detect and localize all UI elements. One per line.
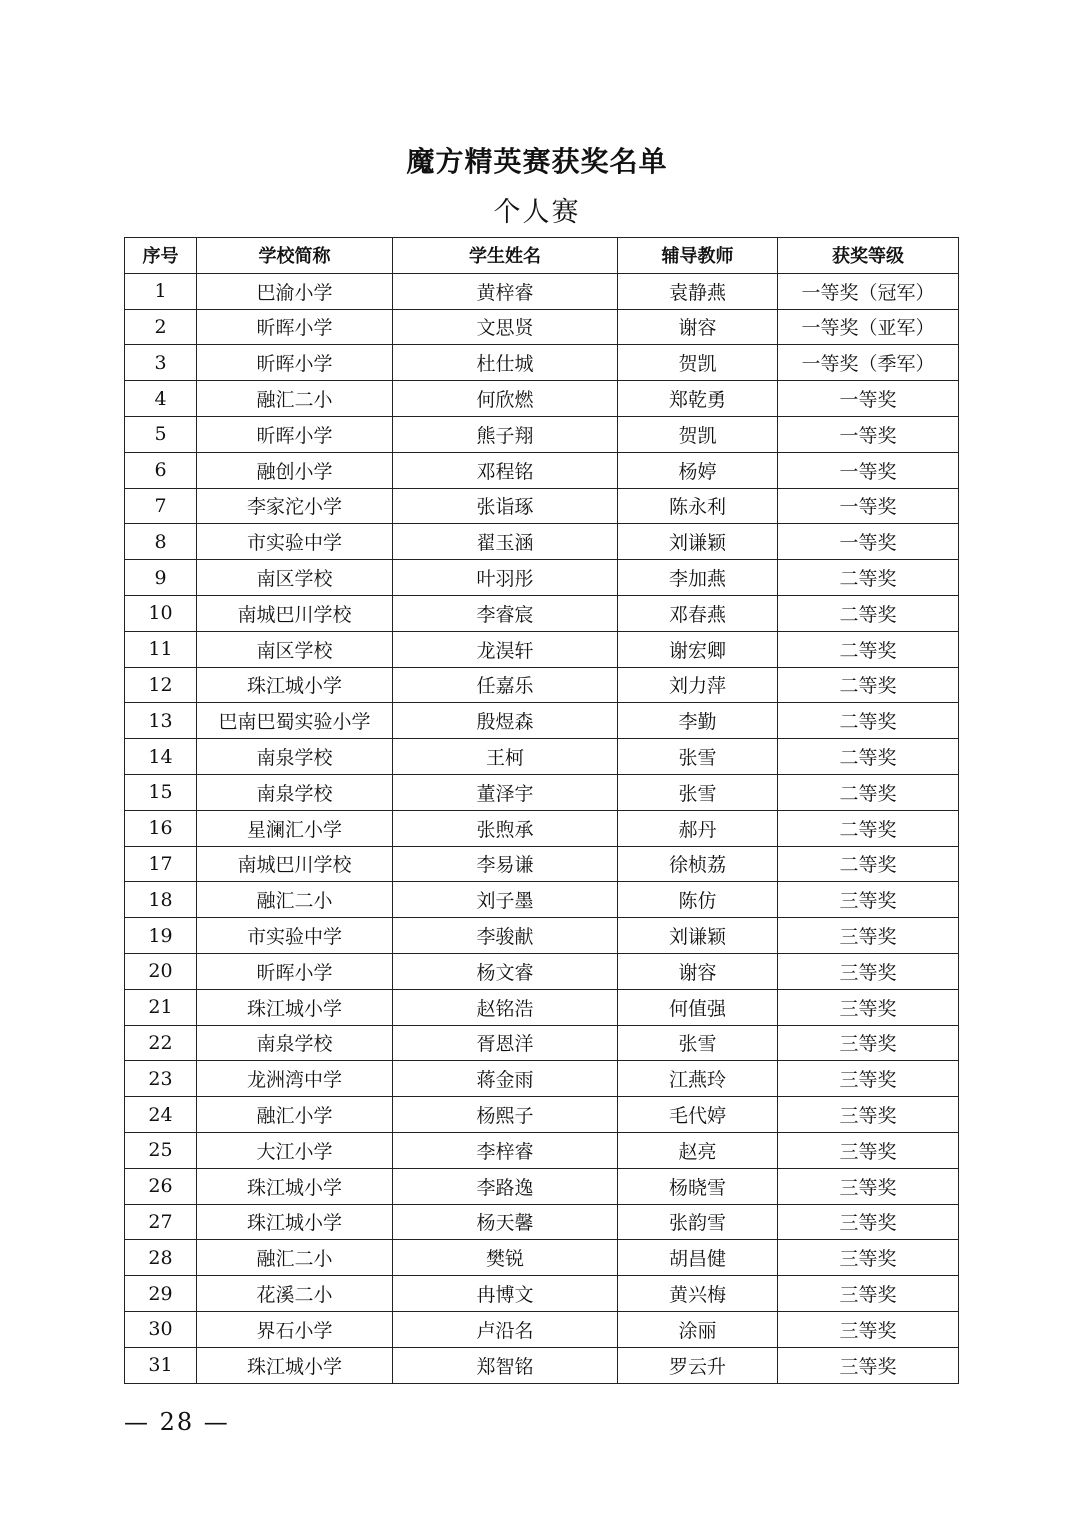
- cell-teacher: 张雪: [618, 1025, 778, 1061]
- header-school: 学校简称: [197, 238, 393, 274]
- table-row: [125, 524, 959, 560]
- table-row: [125, 345, 959, 381]
- cell-student: 张煦承: [393, 810, 618, 846]
- cell-award: 三等奖: [778, 1061, 959, 1097]
- cell-student: 赵铭浩: [393, 989, 618, 1025]
- cell-index: 13: [125, 703, 197, 739]
- cell-student: 李骏献: [393, 918, 618, 954]
- cell-student: 翟玉涵: [393, 524, 618, 560]
- awards-table: [124, 237, 959, 1384]
- cell-student: 何欣燃: [393, 381, 618, 417]
- cell-school: 南泉学校: [197, 739, 393, 775]
- cell-school: 巴南巴蜀实验小学: [197, 703, 393, 739]
- cell-teacher: 邓春燕: [618, 595, 778, 631]
- table-row: [125, 631, 959, 667]
- cell-award: 二等奖: [778, 774, 959, 810]
- cell-teacher: 张雪: [618, 739, 778, 775]
- cell-index: 22: [125, 1025, 197, 1061]
- table-row: [125, 560, 959, 596]
- table-row: [125, 667, 959, 703]
- cell-teacher: 谢容: [618, 309, 778, 345]
- document-title: 魔方精英赛获奖名单: [406, 145, 668, 178]
- cell-school: 界石小学: [197, 1311, 393, 1347]
- cell-teacher: 涂丽: [618, 1311, 778, 1347]
- header-index: 序号: [125, 238, 197, 274]
- table-row: [125, 989, 959, 1025]
- cell-index: 8: [125, 524, 197, 560]
- cell-award: 三等奖: [778, 1168, 959, 1204]
- cell-student: 殷煜森: [393, 703, 618, 739]
- cell-award: 三等奖: [778, 1240, 959, 1276]
- table-row: [125, 1025, 959, 1061]
- cell-school: 昕晖小学: [197, 309, 393, 345]
- cell-index: 26: [125, 1168, 197, 1204]
- cell-award: 三等奖: [778, 1025, 959, 1061]
- cell-student: 邓程铭: [393, 452, 618, 488]
- cell-teacher: 李勤: [618, 703, 778, 739]
- cell-award: 三等奖: [778, 1311, 959, 1347]
- table-row: [125, 1204, 959, 1240]
- cell-award: 一等奖: [778, 416, 959, 452]
- cell-student: 李睿宸: [393, 595, 618, 631]
- cell-index: 20: [125, 953, 197, 989]
- table-row: [125, 1168, 959, 1204]
- table-row: [125, 846, 959, 882]
- cell-school: 昕晖小学: [197, 345, 393, 381]
- cell-student: 杨天馨: [393, 1204, 618, 1240]
- cell-award: 二等奖: [778, 631, 959, 667]
- cell-award: 一等奖: [778, 524, 959, 560]
- cell-index: 6: [125, 452, 197, 488]
- cell-index: 2: [125, 309, 197, 345]
- cell-index: 1: [125, 273, 197, 309]
- cell-school: 融汇二小: [197, 1240, 393, 1276]
- cell-award: 三等奖: [778, 1097, 959, 1133]
- cell-student: 樊锐: [393, 1240, 618, 1276]
- cell-school: 融汇小学: [197, 1097, 393, 1133]
- page-number: — 28 —: [124, 1408, 230, 1436]
- cell-index: 24: [125, 1097, 197, 1133]
- table-row: [125, 273, 959, 309]
- cell-student: 任嘉乐: [393, 667, 618, 703]
- cell-award: 二等奖: [778, 667, 959, 703]
- cell-teacher: 江燕玲: [618, 1061, 778, 1097]
- cell-teacher: 胡昌健: [618, 1240, 778, 1276]
- cell-student: 杜仕城: [393, 345, 618, 381]
- header-award: 获奖等级: [778, 238, 959, 274]
- cell-student: 李梓睿: [393, 1132, 618, 1168]
- cell-award: 二等奖: [778, 595, 959, 631]
- cell-school: 珠江城小学: [197, 1204, 393, 1240]
- cell-school: 南城巴川学校: [197, 595, 393, 631]
- cell-school: 珠江城小学: [197, 1347, 393, 1383]
- cell-teacher: 贺凯: [618, 345, 778, 381]
- cell-index: 7: [125, 488, 197, 524]
- cell-student: 黄梓睿: [393, 273, 618, 309]
- cell-teacher: 贺凯: [618, 416, 778, 452]
- table-body: [125, 273, 959, 1383]
- cell-index: 29: [125, 1276, 197, 1312]
- cell-student: 龙淏轩: [393, 631, 618, 667]
- cell-index: 14: [125, 739, 197, 775]
- cell-teacher: 杨婷: [618, 452, 778, 488]
- cell-school: 市实验中学: [197, 524, 393, 560]
- document-subtitle: 个人赛: [493, 197, 581, 228]
- cell-school: 南区学校: [197, 560, 393, 596]
- table-row: [125, 739, 959, 775]
- cell-student: 胥恩洋: [393, 1025, 618, 1061]
- cell-teacher: 杨晓雪: [618, 1168, 778, 1204]
- cell-teacher: 郑乾勇: [618, 381, 778, 417]
- table-row: [125, 309, 959, 345]
- table-row: [125, 1276, 959, 1312]
- cell-school: 大江小学: [197, 1132, 393, 1168]
- table-row: [125, 381, 959, 417]
- cell-teacher: 郝丹: [618, 810, 778, 846]
- cell-index: 3: [125, 345, 197, 381]
- cell-award: 三等奖: [778, 1276, 959, 1312]
- table-row: [125, 918, 959, 954]
- cell-index: 23: [125, 1061, 197, 1097]
- cell-teacher: 陈仿: [618, 882, 778, 918]
- cell-award: 一等奖（季军）: [778, 345, 959, 381]
- cell-school: 昕晖小学: [197, 416, 393, 452]
- cell-teacher: 陈永利: [618, 488, 778, 524]
- cell-teacher: 谢容: [618, 953, 778, 989]
- cell-award: 二等奖: [778, 810, 959, 846]
- cell-school: 南城巴川学校: [197, 846, 393, 882]
- cell-teacher: 毛代婷: [618, 1097, 778, 1133]
- cell-student: 卢沿名: [393, 1311, 618, 1347]
- cell-school: 星澜汇小学: [197, 810, 393, 846]
- cell-school: 巴渝小学: [197, 273, 393, 309]
- cell-student: 李路逸: [393, 1168, 618, 1204]
- header-row: [125, 238, 959, 274]
- cell-index: 10: [125, 595, 197, 631]
- cell-award: 二等奖: [778, 703, 959, 739]
- cell-student: 张诣琢: [393, 488, 618, 524]
- cell-school: 珠江城小学: [197, 989, 393, 1025]
- cell-student: 文思贤: [393, 309, 618, 345]
- cell-student: 蒋金雨: [393, 1061, 618, 1097]
- cell-teacher: 刘谦颖: [618, 524, 778, 560]
- cell-award: 三等奖: [778, 1204, 959, 1240]
- table-row: [125, 1347, 959, 1383]
- cell-teacher: 徐桢荔: [618, 846, 778, 882]
- table-row: [125, 452, 959, 488]
- cell-student: 王柯: [393, 739, 618, 775]
- cell-index: 28: [125, 1240, 197, 1276]
- cell-award: 三等奖: [778, 989, 959, 1025]
- header-student: 学生姓名: [393, 238, 618, 274]
- cell-student: 杨熙子: [393, 1097, 618, 1133]
- cell-school: 南区学校: [197, 631, 393, 667]
- cell-index: 18: [125, 882, 197, 918]
- cell-teacher: 赵亮: [618, 1132, 778, 1168]
- header-teacher: 辅导教师: [618, 238, 778, 274]
- cell-teacher: 刘谦颖: [618, 918, 778, 954]
- cell-index: 12: [125, 667, 197, 703]
- cell-school: 南泉学校: [197, 1025, 393, 1061]
- cell-index: 25: [125, 1132, 197, 1168]
- table-row: [125, 1240, 959, 1276]
- cell-teacher: 罗云升: [618, 1347, 778, 1383]
- table-row: [125, 1132, 959, 1168]
- cell-school: 珠江城小学: [197, 667, 393, 703]
- cell-award: 二等奖: [778, 739, 959, 775]
- table-row: [125, 703, 959, 739]
- cell-student: 熊子翔: [393, 416, 618, 452]
- cell-award: 三等奖: [778, 1132, 959, 1168]
- cell-index: 15: [125, 774, 197, 810]
- cell-teacher: 刘力萍: [618, 667, 778, 703]
- cell-award: 一等奖（冠军）: [778, 273, 959, 309]
- cell-award: 三等奖: [778, 1347, 959, 1383]
- cell-award: 二等奖: [778, 560, 959, 596]
- table-row: [125, 774, 959, 810]
- cell-school: 昕晖小学: [197, 953, 393, 989]
- table-row: [125, 1311, 959, 1347]
- cell-school: 融创小学: [197, 452, 393, 488]
- cell-school: 龙洲湾中学: [197, 1061, 393, 1097]
- cell-teacher: 李加燕: [618, 560, 778, 596]
- cell-award: 三等奖: [778, 918, 959, 954]
- cell-award: 一等奖: [778, 488, 959, 524]
- cell-award: 三等奖: [778, 882, 959, 918]
- cell-school: 李家沱小学: [197, 488, 393, 524]
- cell-award: 一等奖（亚军）: [778, 309, 959, 345]
- table-row: [125, 810, 959, 846]
- cell-student: 刘子墨: [393, 882, 618, 918]
- cell-student: 冉博文: [393, 1276, 618, 1312]
- cell-student: 杨文睿: [393, 953, 618, 989]
- cell-index: 31: [125, 1347, 197, 1383]
- cell-index: 21: [125, 989, 197, 1025]
- cell-index: 30: [125, 1311, 197, 1347]
- cell-index: 17: [125, 846, 197, 882]
- cell-teacher: 谢宏卿: [618, 631, 778, 667]
- cell-award: 三等奖: [778, 953, 959, 989]
- cell-school: 花溪二小: [197, 1276, 393, 1312]
- cell-school: 珠江城小学: [197, 1168, 393, 1204]
- table-row: [125, 488, 959, 524]
- cell-award: 一等奖: [778, 452, 959, 488]
- cell-index: 4: [125, 381, 197, 417]
- cell-index: 27: [125, 1204, 197, 1240]
- cell-index: 5: [125, 416, 197, 452]
- cell-teacher: 袁静燕: [618, 273, 778, 309]
- table-header: [125, 238, 959, 274]
- table-row: [125, 882, 959, 918]
- table-row: [125, 416, 959, 452]
- cell-index: 11: [125, 631, 197, 667]
- cell-student: 董泽宇: [393, 774, 618, 810]
- cell-school: 融汇二小: [197, 882, 393, 918]
- cell-student: 郑智铭: [393, 1347, 618, 1383]
- table-row: [125, 1097, 959, 1133]
- cell-teacher: 何值强: [618, 989, 778, 1025]
- cell-index: 19: [125, 918, 197, 954]
- cell-teacher: 黄兴梅: [618, 1276, 778, 1312]
- cell-teacher: 张韵雪: [618, 1204, 778, 1240]
- cell-student: 叶羽彤: [393, 560, 618, 596]
- cell-index: 9: [125, 560, 197, 596]
- cell-award: 一等奖: [778, 381, 959, 417]
- table-row: [125, 1061, 959, 1097]
- cell-index: 16: [125, 810, 197, 846]
- cell-school: 南泉学校: [197, 774, 393, 810]
- cell-student: 李易谦: [393, 846, 618, 882]
- cell-school: 市实验中学: [197, 918, 393, 954]
- cell-award: 二等奖: [778, 846, 959, 882]
- table-row: [125, 953, 959, 989]
- table-row: [125, 595, 959, 631]
- cell-teacher: 张雪: [618, 774, 778, 810]
- cell-school: 融汇二小: [197, 381, 393, 417]
